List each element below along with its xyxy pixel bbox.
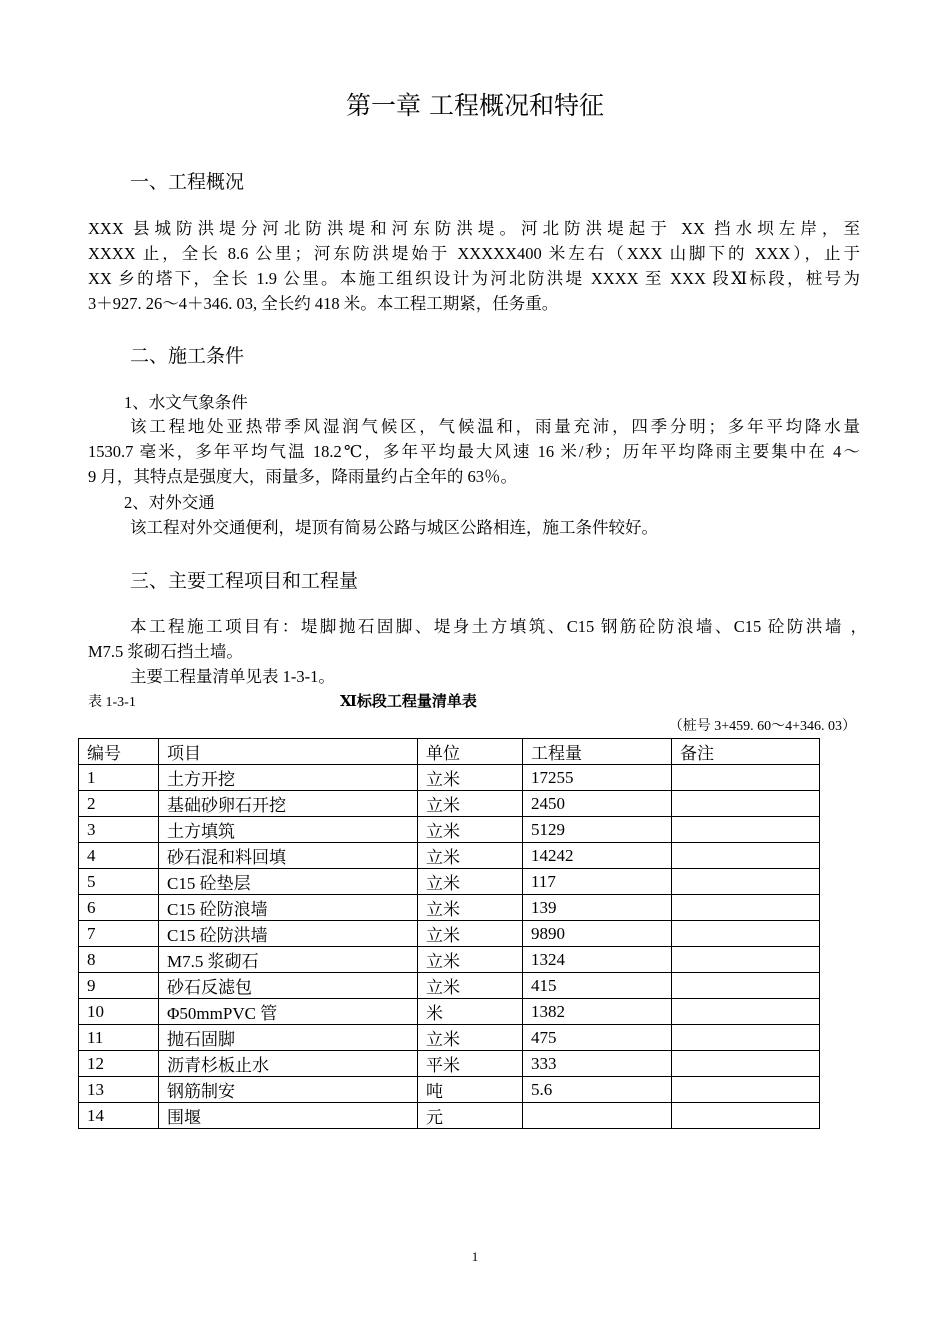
header-quantity: 工程量 (523, 739, 672, 765)
cell-remarks (672, 947, 820, 973)
cell-remarks (672, 869, 820, 895)
cell-item: 砂石混和料回填 (159, 843, 418, 869)
header-unit: 单位 (418, 739, 523, 765)
cell-item: 土方开挖 (159, 765, 418, 791)
hydrology-line-1: 该工程地处亚热带季风湿润气候区，气候温和，雨量充沛，四季分明；多年平均降水量 (130, 417, 860, 436)
overview-line-1: XXX 县城防洪堤分河北防洪堤和河东防洪堤。河北防洪堤起于 XX 挡水坝左岸，至 (88, 219, 860, 238)
cell-unit: 吨 (418, 1077, 523, 1103)
cell-quantity: 5129 (523, 817, 672, 843)
table-row (79, 1051, 820, 1077)
cell-unit: 立米 (418, 921, 523, 947)
cell-item: 砂石反滤包 (159, 973, 418, 999)
traffic-text: 该工程对外交通便利，堤顶有简易公路与城区公路相连，施工条件较好。 (130, 518, 658, 537)
page-number: 1 (471, 1249, 479, 1264)
cell-remarks (672, 765, 820, 791)
table-label: 表 1-3-1 (88, 695, 136, 710)
table-row (79, 1077, 820, 1103)
cell-quantity: 5.6 (523, 1077, 672, 1103)
cell-item: Φ50mmPVC 管 (159, 999, 418, 1025)
table-row (79, 1103, 820, 1129)
cell-unit: 立米 (418, 843, 523, 869)
cell-number: 9 (79, 973, 159, 999)
subsection-hydrology-title: 1、水文气象条件 (124, 393, 248, 412)
cell-number: 6 (79, 895, 159, 921)
overview-line-4: 3＋927. 26～4＋346. 03, 全长约 418 米。本工程工期紧，任务重。 (88, 294, 559, 313)
cell-unit: 立米 (418, 869, 523, 895)
cell-quantity: 475 (523, 1025, 672, 1051)
cell-quantity: 415 (523, 973, 672, 999)
cell-remarks (672, 843, 820, 869)
cell-quantity: 1324 (523, 947, 672, 973)
cell-item: 沥青杉板止水 (159, 1051, 418, 1077)
chapter-title: 第一章 工程概况和特征 (346, 91, 604, 120)
quantities-line-2: M7.5 浆砌石挡土墙。 (88, 642, 243, 661)
cell-unit: 米 (418, 999, 523, 1025)
section-heading-conditions: 二、施工条件 (130, 345, 245, 367)
cell-quantity: 139 (523, 895, 672, 921)
cell-remarks (672, 895, 820, 921)
table-row (79, 1025, 820, 1051)
cell-remarks (672, 1051, 820, 1077)
cell-unit: 立米 (418, 895, 523, 921)
cell-remarks (672, 1077, 820, 1103)
overview-line-3: XX 乡的塔下，全长 1.9 公里。本施工组织设计为河北防洪堤 XXXX 至 XXX 段Ⅺ标段，桩号为 (88, 269, 860, 288)
cell-unit: 元 (418, 1103, 523, 1129)
cell-number: 10 (79, 999, 159, 1025)
cell-number: 5 (79, 869, 159, 895)
quantity-table (78, 738, 820, 1129)
hydrology-line-3: 9 月，其特点是强度大，雨量多，降雨量约占全年的 63％。 (88, 467, 517, 486)
cell-number: 14 (79, 1103, 159, 1129)
cell-quantity (523, 1103, 672, 1129)
cell-unit: 立米 (418, 973, 523, 999)
cell-quantity: 14242 (523, 843, 672, 869)
cell-item: 土方填筑 (159, 817, 418, 843)
cell-quantity: 17255 (523, 765, 672, 791)
table-row (79, 921, 820, 947)
table-header-row (79, 739, 820, 765)
cell-item: 基础砂卵石开挖 (159, 791, 418, 817)
cell-unit: 立米 (418, 817, 523, 843)
table-reference-line: 主要工程量清单见表 1-3-1。 (130, 667, 335, 686)
cell-item: M7.5 浆砌石 (159, 947, 418, 973)
cell-unit: 立米 (418, 791, 523, 817)
section-heading-overview: 一、工程概况 (130, 171, 245, 193)
cell-quantity: 117 (523, 869, 672, 895)
table-row (79, 817, 820, 843)
cell-remarks (672, 1025, 820, 1051)
cell-remarks (672, 791, 820, 817)
cell-quantity: 333 (523, 1051, 672, 1077)
cell-unit: 立米 (418, 765, 523, 791)
cell-number: 2 (79, 791, 159, 817)
table-row (79, 895, 820, 921)
cell-unit: 立米 (418, 1025, 523, 1051)
cell-item: C15 砼防洪墙 (159, 921, 418, 947)
cell-number: 4 (79, 843, 159, 869)
subsection-traffic-title: 2、对外交通 (124, 493, 215, 512)
cell-remarks (672, 999, 820, 1025)
table-row (79, 973, 820, 999)
cell-item: 钢筋制安 (159, 1077, 418, 1103)
table-row (79, 765, 820, 791)
table-row (79, 947, 820, 973)
cell-unit: 立米 (418, 947, 523, 973)
section-heading-quantities: 三、主要工程项目和工程量 (130, 570, 359, 592)
cell-remarks (672, 817, 820, 843)
cell-quantity: 2450 (523, 791, 672, 817)
cell-unit: 平米 (418, 1051, 523, 1077)
table-row (79, 791, 820, 817)
cell-number: 1 (79, 765, 159, 791)
quantities-line-1: 本工程施工项目有：堤脚抛石固脚、堤身土方填筑、C15 钢筋砼防浪墙、C15 砼防洪墙 ， (130, 617, 867, 636)
table-row (79, 869, 820, 895)
header-remarks: 备注 (672, 739, 820, 765)
overview-line-2: XXXX 止，全长 8.6 公里；河东防洪堤始于 XXXXX400 米左右（XXX 山脚下的 XXX），止于 (88, 244, 860, 263)
cell-remarks (672, 1103, 820, 1129)
table-caption: Ⅺ标段工程量清单表 (340, 694, 477, 710)
cell-item: C15 砼防浪墙 (159, 895, 418, 921)
table-row (79, 999, 820, 1025)
cell-quantity: 1382 (523, 999, 672, 1025)
table-row (79, 843, 820, 869)
cell-number: 8 (79, 947, 159, 973)
header-item: 项目 (159, 739, 418, 765)
hydrology-line-2: 1530.7 毫米，多年平均气温 18.2℃，多年平均最大风速 16 米/秒；历年平均降雨主要集中在 4～ (88, 442, 860, 461)
cell-number: 3 (79, 817, 159, 843)
cell-remarks (672, 921, 820, 947)
cell-number: 7 (79, 921, 159, 947)
station-note: （桩号 3+459. 60～4+346. 03） (668, 719, 856, 734)
cell-quantity: 9890 (523, 921, 672, 947)
header-number: 编号 (79, 739, 159, 765)
cell-number: 12 (79, 1051, 159, 1077)
cell-number: 13 (79, 1077, 159, 1103)
cell-item: C15 砼垫层 (159, 869, 418, 895)
cell-remarks (672, 973, 820, 999)
cell-item: 抛石固脚 (159, 1025, 418, 1051)
cell-number: 11 (79, 1025, 159, 1051)
cell-item: 围堰 (159, 1103, 418, 1129)
